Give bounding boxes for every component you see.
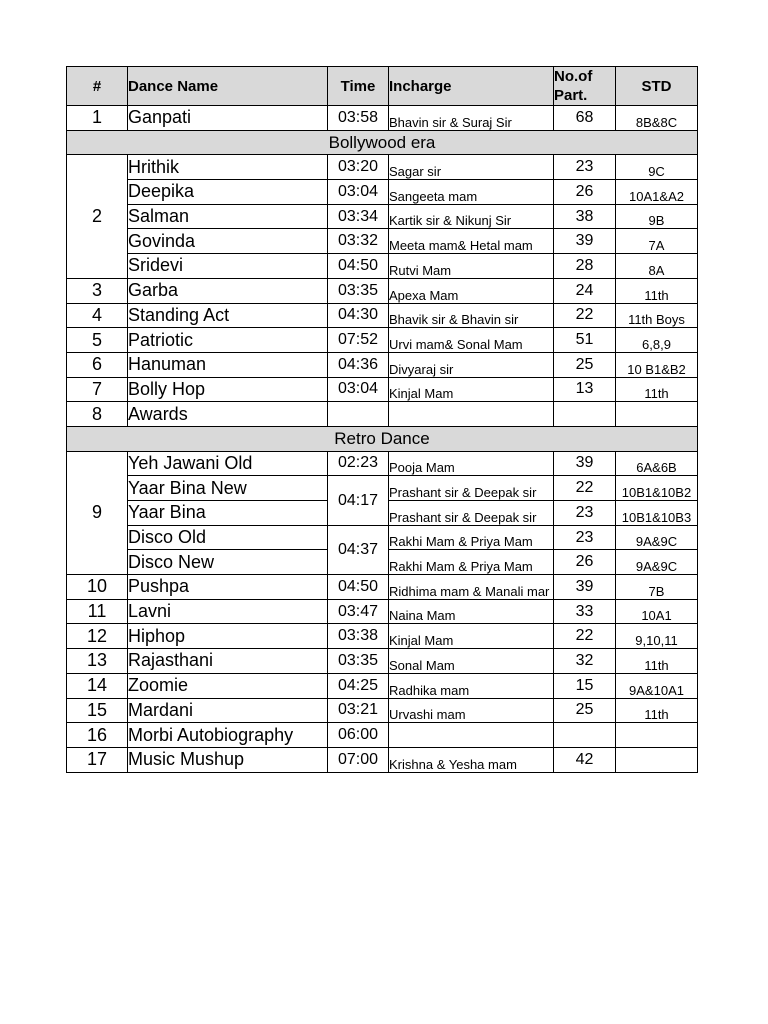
standard: 9A&9C xyxy=(616,550,698,575)
standard: 8B&8C xyxy=(616,106,698,131)
header-participants-line2: Part. xyxy=(554,87,588,104)
participant-count: 22 xyxy=(554,476,616,501)
participant-count: 22 xyxy=(554,303,616,328)
participant-count: 26 xyxy=(554,180,616,205)
header-dance-name: Dance Name xyxy=(128,67,328,106)
dance-time: 03:38 xyxy=(328,624,389,649)
row-number: 3 xyxy=(67,278,128,303)
incharge: Naina Mam xyxy=(389,599,554,624)
dance-name: Zoomie xyxy=(128,673,328,698)
dance-time: 04:25 xyxy=(328,673,389,698)
dance-name: Sridevi xyxy=(128,254,328,279)
dance-name: Deepika xyxy=(128,180,328,205)
table-row xyxy=(67,723,698,748)
incharge: Bhavik sir & Bhavin sir xyxy=(389,303,554,328)
dance-time: 03:04 xyxy=(328,377,389,402)
incharge: Krishna & Yesha mam xyxy=(389,747,554,772)
header-row xyxy=(67,67,698,106)
participant-count: 24 xyxy=(554,278,616,303)
dance-name: Govinda xyxy=(128,229,328,254)
table-row xyxy=(67,180,698,205)
table-row xyxy=(67,352,698,377)
dance-name: Rajasthani xyxy=(128,649,328,674)
incharge: Divyaraj sir xyxy=(389,352,554,377)
standard: 11th xyxy=(616,649,698,674)
standard: 11th xyxy=(616,377,698,402)
header-participants xyxy=(554,67,616,106)
header-std: STD xyxy=(616,67,698,106)
incharge xyxy=(389,723,554,748)
participant-count: 23 xyxy=(554,525,616,550)
table-row xyxy=(67,377,698,402)
dance-name: Disco New xyxy=(128,550,328,575)
standard: 9A&10A1 xyxy=(616,673,698,698)
header-time: Time xyxy=(328,67,389,106)
incharge: Ridhima mam & Manali mar xyxy=(389,575,554,600)
table-row xyxy=(67,451,698,476)
header-number: # xyxy=(67,67,128,106)
dance-time xyxy=(328,402,389,427)
standard: 10B1&10B3 xyxy=(616,501,698,526)
table-row xyxy=(67,278,698,303)
incharge: Prashant sir & Deepak sir xyxy=(389,476,554,501)
dance-name: Yeh Jawani Old xyxy=(128,451,328,476)
participant-count: 15 xyxy=(554,673,616,698)
dance-time: 07:00 xyxy=(328,747,389,772)
table-row xyxy=(67,649,698,674)
table-row xyxy=(67,303,698,328)
row-number: 10 xyxy=(67,575,128,600)
dance-name: Hiphop xyxy=(128,624,328,649)
incharge: Kartik sir & Nikunj Sir xyxy=(389,204,554,229)
dance-name: Patriotic xyxy=(128,328,328,353)
incharge: Meeta mam& Hetal mam xyxy=(389,229,554,254)
section-title-bollywood: Bollywood era xyxy=(67,130,698,155)
participant-count: 32 xyxy=(554,649,616,674)
standard: 10A1&A2 xyxy=(616,180,698,205)
row-number: 6 xyxy=(67,352,128,377)
incharge: Bhavin sir & Suraj Sir xyxy=(389,106,554,131)
incharge: Pooja Mam xyxy=(389,451,554,476)
participant-count: 42 xyxy=(554,747,616,772)
standard: 7A xyxy=(616,229,698,254)
participant-count: 39 xyxy=(554,575,616,600)
table-row xyxy=(67,328,698,353)
dance-time: 03:58 xyxy=(328,106,389,131)
dance-time: 04:36 xyxy=(328,352,389,377)
incharge: Urvashi mam xyxy=(389,698,554,723)
section-title-retro: Retro Dance xyxy=(67,426,698,451)
row-number: 7 xyxy=(67,377,128,402)
row-number: 13 xyxy=(67,649,128,674)
incharge: Kinjal Mam xyxy=(389,624,554,649)
dance-time: 03:47 xyxy=(328,599,389,624)
standard: 6,8,9 xyxy=(616,328,698,353)
standard: 8A xyxy=(616,254,698,279)
dance-name: Hanuman xyxy=(128,352,328,377)
incharge: Rakhi Mam & Priya Mam xyxy=(389,525,554,550)
standard xyxy=(616,402,698,427)
incharge: Prashant sir & Deepak sir xyxy=(389,501,554,526)
row-number: 4 xyxy=(67,303,128,328)
participant-count: 22 xyxy=(554,624,616,649)
standard: 11th Boys xyxy=(616,303,698,328)
dance-time: 04:50 xyxy=(328,254,389,279)
row-number: 5 xyxy=(67,328,128,353)
incharge: Sagar sir xyxy=(389,155,554,180)
incharge: Sonal Mam xyxy=(389,649,554,674)
standard: 10A1 xyxy=(616,599,698,624)
incharge: Rakhi Mam & Priya Mam xyxy=(389,550,554,575)
row-number: 1 xyxy=(67,106,128,131)
standard xyxy=(616,747,698,772)
dance-name: Lavni xyxy=(128,599,328,624)
header-incharge: Incharge xyxy=(389,67,554,106)
dance-time: 03:21 xyxy=(328,698,389,723)
dance-name: Morbi Autobiography xyxy=(128,723,328,748)
participant-count: 13 xyxy=(554,377,616,402)
table-row xyxy=(67,229,698,254)
participant-count: 25 xyxy=(554,352,616,377)
standard xyxy=(616,723,698,748)
participant-count: 23 xyxy=(554,155,616,180)
table-row xyxy=(67,476,698,501)
row-number: 8 xyxy=(67,402,128,427)
participant-count xyxy=(554,723,616,748)
table-row xyxy=(67,525,698,550)
standard: 9A&9C xyxy=(616,525,698,550)
participant-count: 28 xyxy=(554,254,616,279)
dance-name: Hrithik xyxy=(128,155,328,180)
dance-name: Disco Old xyxy=(128,525,328,550)
dance-time: 04:50 xyxy=(328,575,389,600)
participant-count: 39 xyxy=(554,451,616,476)
dance-name: Salman xyxy=(128,204,328,229)
participant-count: 68 xyxy=(554,106,616,131)
standard: 7B xyxy=(616,575,698,600)
participant-count: 33 xyxy=(554,599,616,624)
table-row xyxy=(67,254,698,279)
dance-name: Music Mushup xyxy=(128,747,328,772)
participant-count: 39 xyxy=(554,229,616,254)
dance-time: 03:34 xyxy=(328,204,389,229)
row-number: 16 xyxy=(67,723,128,748)
dance-time: 03:32 xyxy=(328,229,389,254)
participant-count: 26 xyxy=(554,550,616,575)
dance-name: Awards xyxy=(128,402,328,427)
dance-name: Yaar Bina xyxy=(128,501,328,526)
incharge: Sangeeta mam xyxy=(389,180,554,205)
incharge: Radhika mam xyxy=(389,673,554,698)
section-row xyxy=(67,130,698,155)
row-number: 17 xyxy=(67,747,128,772)
dance-name: Standing Act xyxy=(128,303,328,328)
dance-name: Ganpati xyxy=(128,106,328,131)
table-row xyxy=(67,106,698,131)
dance-time: 04:37 xyxy=(328,525,389,574)
standard: 9C xyxy=(616,155,698,180)
dance-time: 07:52 xyxy=(328,328,389,353)
row-number: 12 xyxy=(67,624,128,649)
dance-time: 03:04 xyxy=(328,180,389,205)
table-row xyxy=(67,599,698,624)
participant-count: 51 xyxy=(554,328,616,353)
row-number: 15 xyxy=(67,698,128,723)
standard: 6A&6B xyxy=(616,451,698,476)
incharge: Kinjal Mam xyxy=(389,377,554,402)
standard: 9B xyxy=(616,204,698,229)
dance-time: 02:23 xyxy=(328,451,389,476)
participant-count: 38 xyxy=(554,204,616,229)
standard: 11th xyxy=(616,698,698,723)
table-row xyxy=(67,747,698,772)
table-row xyxy=(67,698,698,723)
dance-name: Pushpa xyxy=(128,575,328,600)
incharge: Rutvi Mam xyxy=(389,254,554,279)
table-row xyxy=(67,402,698,427)
dance-name: Yaar Bina New xyxy=(128,476,328,501)
participant-count: 25 xyxy=(554,698,616,723)
section-row xyxy=(67,426,698,451)
table-row xyxy=(67,575,698,600)
standard: 11th xyxy=(616,278,698,303)
dance-name: Bolly Hop xyxy=(128,377,328,402)
standard: 9,10,11 xyxy=(616,624,698,649)
incharge: Apexa Mam xyxy=(389,278,554,303)
dance-time: 03:35 xyxy=(328,649,389,674)
dance-time: 03:35 xyxy=(328,278,389,303)
incharge: Urvi mam& Sonal Mam xyxy=(389,328,554,353)
table-row xyxy=(67,155,698,180)
dance-time: 04:30 xyxy=(328,303,389,328)
table-row xyxy=(67,673,698,698)
dance-time: 03:20 xyxy=(328,155,389,180)
dance-time: 06:00 xyxy=(328,723,389,748)
participant-count xyxy=(554,402,616,427)
standard: 10 B1&B2 xyxy=(616,352,698,377)
incharge xyxy=(389,402,554,427)
row-number: 14 xyxy=(67,673,128,698)
participant-count: 23 xyxy=(554,501,616,526)
dance-schedule-table xyxy=(66,66,698,773)
header-participants-line1: No.of xyxy=(554,68,593,85)
table-row xyxy=(67,204,698,229)
row-number: 2 xyxy=(67,155,128,278)
dance-name: Mardani xyxy=(128,698,328,723)
row-number: 11 xyxy=(67,599,128,624)
dance-name: Garba xyxy=(128,278,328,303)
row-number: 9 xyxy=(67,451,128,574)
table-row xyxy=(67,624,698,649)
dance-time: 04:17 xyxy=(328,476,389,525)
standard: 10B1&10B2 xyxy=(616,476,698,501)
